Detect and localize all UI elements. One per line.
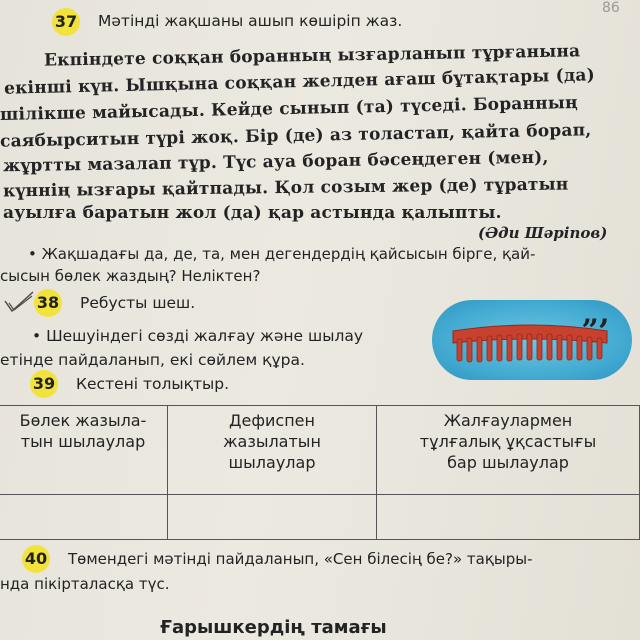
exercise-37-badge: 37 [52, 8, 80, 36]
exercise-40-badge: 40 [22, 545, 50, 573]
table-header-row [0, 406, 640, 495]
exercise-38-bullet-line-2: етінде пайдаланып, екі сөйлем құра. [0, 351, 305, 369]
table-header-cell: Жалғаулармен тұлғалық ұқсастығы бар шылаулар [377, 406, 640, 495]
exercise-38-bullet-line-1: • Шешуіндегі сөзді жалғау және шылау [32, 327, 364, 345]
exercise-37-line-1: Екпіндете соққан боранның ызғарланып тұрғанына [43, 41, 581, 71]
exercise-37-line-7: ауылға баратын жол (да) қар астында қалыпты. [3, 203, 502, 223]
table-header-cell: Дефиспен жазылатын шылаулар [168, 406, 377, 495]
exercise-38-task: Ребусты шеш. [80, 294, 196, 312]
exercise-38-badge: 38 [34, 289, 62, 317]
exercise-37-question-line-1: • Жақшадағы да, де, та, мен дегендердің қайсысын бірге, қай- [28, 245, 536, 263]
exercise-40-task-line-1: Төмендегі мәтінді пайдаланып, «Сен білесің бе?» тақыры- [68, 550, 533, 568]
exercise-37-task: Мәтінді жақшаны ашып көшіріп жаз. [98, 12, 403, 30]
exercise-37-question-line-2: сысын бөлек жаздың? Неліктен? [0, 267, 261, 285]
table-cell-empty[interactable] [0, 495, 168, 540]
exercise-37-line-2: екінші күн. Ышқына соққан желден ағаш бұтақтары (да) [3, 65, 596, 99]
table-cell-empty[interactable] [168, 495, 377, 540]
exercise-37-line-3: шілікше майысады. Кейде сынып (та) түседі. Боранның [0, 92, 579, 126]
exercise-37-author: (Әди Шәріпов) [478, 224, 608, 242]
exercise-37-line-5: жұртты мазалап тұр. Түс ауа боран бәсеңдеген (мен), [2, 147, 549, 177]
fill-in-table [0, 405, 640, 540]
exercise-39-task: Кестені толықтыр. [76, 375, 230, 393]
table-row [0, 495, 640, 540]
exercise-37-line-6: күннің ызғары қайтпады. Қол созым жер (де) тұратын [2, 174, 569, 202]
table-header-cell: Бөлек жазыла- тын шылаулар [0, 406, 168, 495]
page-number: 86 [602, 0, 620, 16]
exercise-37-line-4: саябырситын түрі жоқ. Бір (де) аз толастап, қайта борап, [0, 120, 592, 152]
checkmark-icon [2, 289, 36, 317]
exercise-39-badge: 39 [30, 370, 58, 398]
rebus-quote-mark: „, [582, 296, 610, 331]
table-cell-empty[interactable] [377, 495, 640, 540]
exercise-40-task-line-2: нда пікірталасқа түс. [0, 575, 170, 593]
text-title: Ғарышкердің тамағы [160, 617, 387, 638]
